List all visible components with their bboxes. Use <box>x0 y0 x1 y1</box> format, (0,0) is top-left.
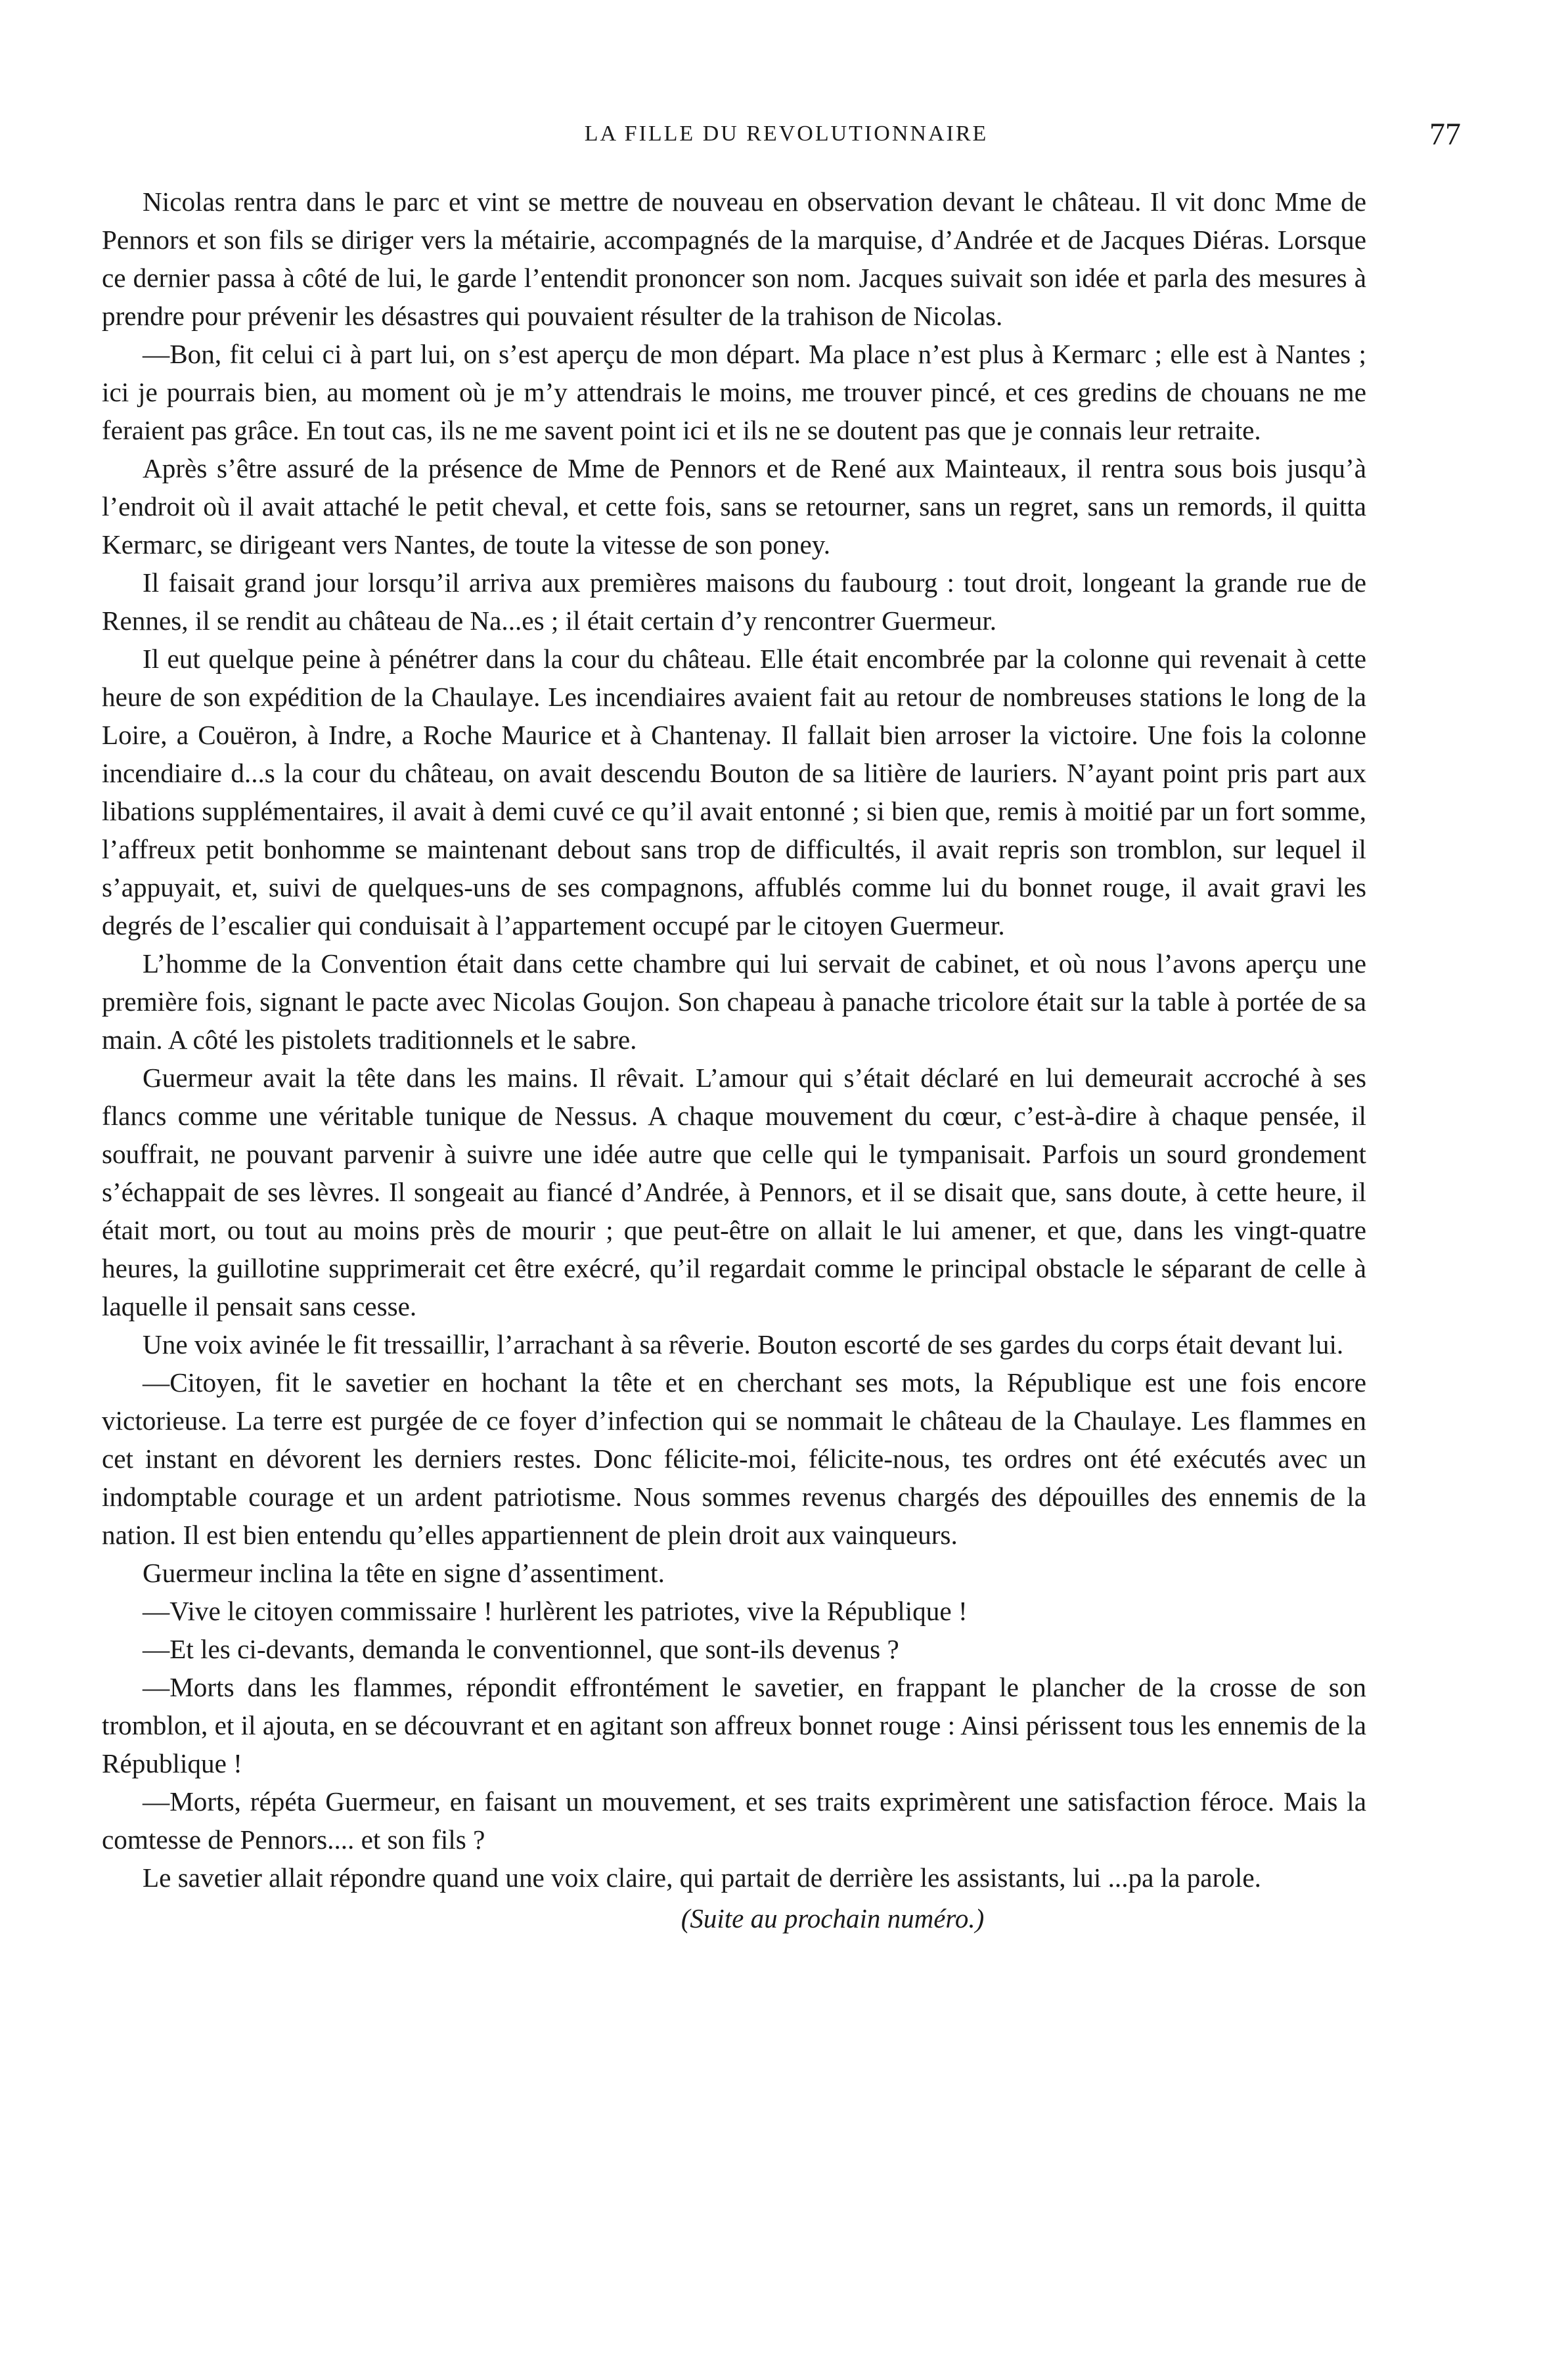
paragraph: —Vive le citoyen commissaire ! hurlèrent les patriotes, vive la République ! <box>143 1596 968 1626</box>
paragraph: Il eut quelque peine à pénétrer dans la cour du château. Elle était encombrée par la colonne qui revenait à cette heure de son expédition de la Chaulaye. Les incendiaires avaient fait au retour de nombreuses stations le long de la Loire, a Couëron, à Indre, a Roche Maurice et à Chantenay. Il fallait bien arroser la victoire. Une fois la colonne incendiaire d...s la cour du château, on avait descendu Bouton de sa litière de lauriers. N’ayant point pris part aux libations supplémentaires, il avait à demi cuvé ce qu’il avait entonné ; si bien que, remis à moitié par un fort somme, l’affreux petit bonhomme se maintenant debout sans trop de difficultés, il avait repris son tromblon, sur lequel il s’appuyait, et, suivi de quelques-uns de ses compagnons, affublés comme lui du bonnet rouge, il avait gravi les degrés de l’escalier qui conduisait à l’appartement occupé par le citoyen Guermeur. <box>102 644 1366 940</box>
continuation-note: (Suite au prochain numéro.) <box>681 1903 985 1933</box>
running-title: LA FILLE DU REVOLUTIONNAIRE <box>584 121 989 146</box>
paragraph: Nicolas rentra dans le parc et vint se mettre de nouveau en observation devant le château. Il vit donc Mme de Pennors et son fils se diriger vers la métairie, accompagnés de la marquise, d’Andrée et de Jacques Diéras. Lorsque ce dernier passa à côté de lui, le garde l’entendit prononcer son nom. Jacques suivait son idée et parla des mesures à prendre pour prévenir les désastres qui pouvaient résulter de la trahison de Nicolas. <box>102 187 1366 331</box>
page-number: 77 <box>1429 117 1461 152</box>
paragraph: L’homme de la Convention était dans cette chambre qui lui servait de cabinet, et où nous l’avons aperçu une première fois, signant le pacte avec Nicolas Goujon. Son chapeau à panache tricolore était sur la table à portée de sa main. A côté les pistolets traditionnels et le sabre. <box>102 948 1366 1055</box>
paragraph: Il faisait grand jour lorsqu’il arriva aux premières maisons du faubourg : tout droit, longeant la grande rue de Rennes, il se rendit au château de Na...es ; il était certain d’y rencontrer Guermeur. <box>102 567 1366 636</box>
paragraph: Une voix avinée le fit tressaillir, l’arrachant à sa rêverie. Bouton escorté de ses gardes du corps était devant lui. <box>143 1329 1344 1359</box>
paragraph: —Citoyen, fit le savetier en hochant la tête et en cherchant ses mots, la République est une fois encore victorieuse. La terre est purgée de ce foyer d’infection qui se nommait le château de la Chaulaye. Les flammes en cet instant en dévorent les derniers restes. Donc félicite-moi, félicite-nous, tes ordres ont été exécutés avec un indomptable courage et un ardent patriotisme. Nous sommes revenus chargés des dépouilles des ennemis de la nation. Il est bien entendu qu’elles appartiennent de plein droit aux vainqueurs. <box>102 1367 1366 1550</box>
paragraph: —Morts dans les flammes, répondit effrontément le savetier, en frappant le plancher de la crosse de son tromblon, et il ajouta, en se découvrant et en agitant son affreux bonnet rouge : Ainsi périssent tous les ennemis de la République ! <box>102 1672 1366 1778</box>
body-text <box>102 183 1366 1937</box>
paragraph: Guermeur inclina la tête en signe d’assentiment. <box>143 1558 665 1588</box>
paragraph: —Morts, répéta Guermeur, en faisant un mouvement, et ses traits exprimèrent une satisfaction féroce. Mais la comtesse de Pennors.... et son fils ? <box>102 1786 1366 1855</box>
paragraph: —Et les ci-devants, demanda le conventionnel, que sont-ils devenus ? <box>143 1634 899 1664</box>
paragraph: Le savetier allait répondre quand une voix claire, qui partait de derrière les assistants, lui ...pa la parole. <box>143 1862 1261 1893</box>
page-header <box>112 117 1461 167</box>
paragraph: —Bon, fit celui ci à part lui, on s’est aperçu de mon départ. Ma place n’est plus à Kermarc ; elle est à Nantes ; ici je pourrais bien, au moment où je m’y attendrais le moins, me trouver pincé, et ces gredins de chouans ne me feraient pas grâce. En tout cas, ils ne me savent point ici et ils ne se doutent pas que je connais leur retraite. <box>102 339 1366 445</box>
paragraph: Guermeur avait la tête dans les mains. Il rêvait. L’amour qui s’était déclaré en lui demeurait accroché à ses flancs comme une véritable tunique de Nessus. A chaque mouvement du cœur, c’est-à-dire à chaque pensée, il souffrait, ne pouvant parvenir à suivre une idée autre que celle qui le tympanisait. Parfois un sourd grondement s’échappait de ses lèvres. Il songeait au fiancé d’Andrée, à Pennors, et il se disait que, sans doute, à cette heure, il était mort, ou tout au moins près de mourir ; que peut-être on allait le lui amener, et que, dans les vingt-quatre heures, la guillotine supprimerait cet être exécré, qu’il regardait comme le principal obstacle le séparant de celle à laquelle il pensait sans cesse. <box>102 1063 1366 1321</box>
paragraph: Après s’être assuré de la présence de Mme de Pennors et de René aux Mainteaux, il rentra sous bois jusqu’à l’endroit où il avait attaché le petit cheval, et cette fois, sans se retourner, sans un regret, sans un remords, il quitta Kermarc, se dirigeant vers Nantes, de toute la vitesse de son poney. <box>102 453 1366 560</box>
